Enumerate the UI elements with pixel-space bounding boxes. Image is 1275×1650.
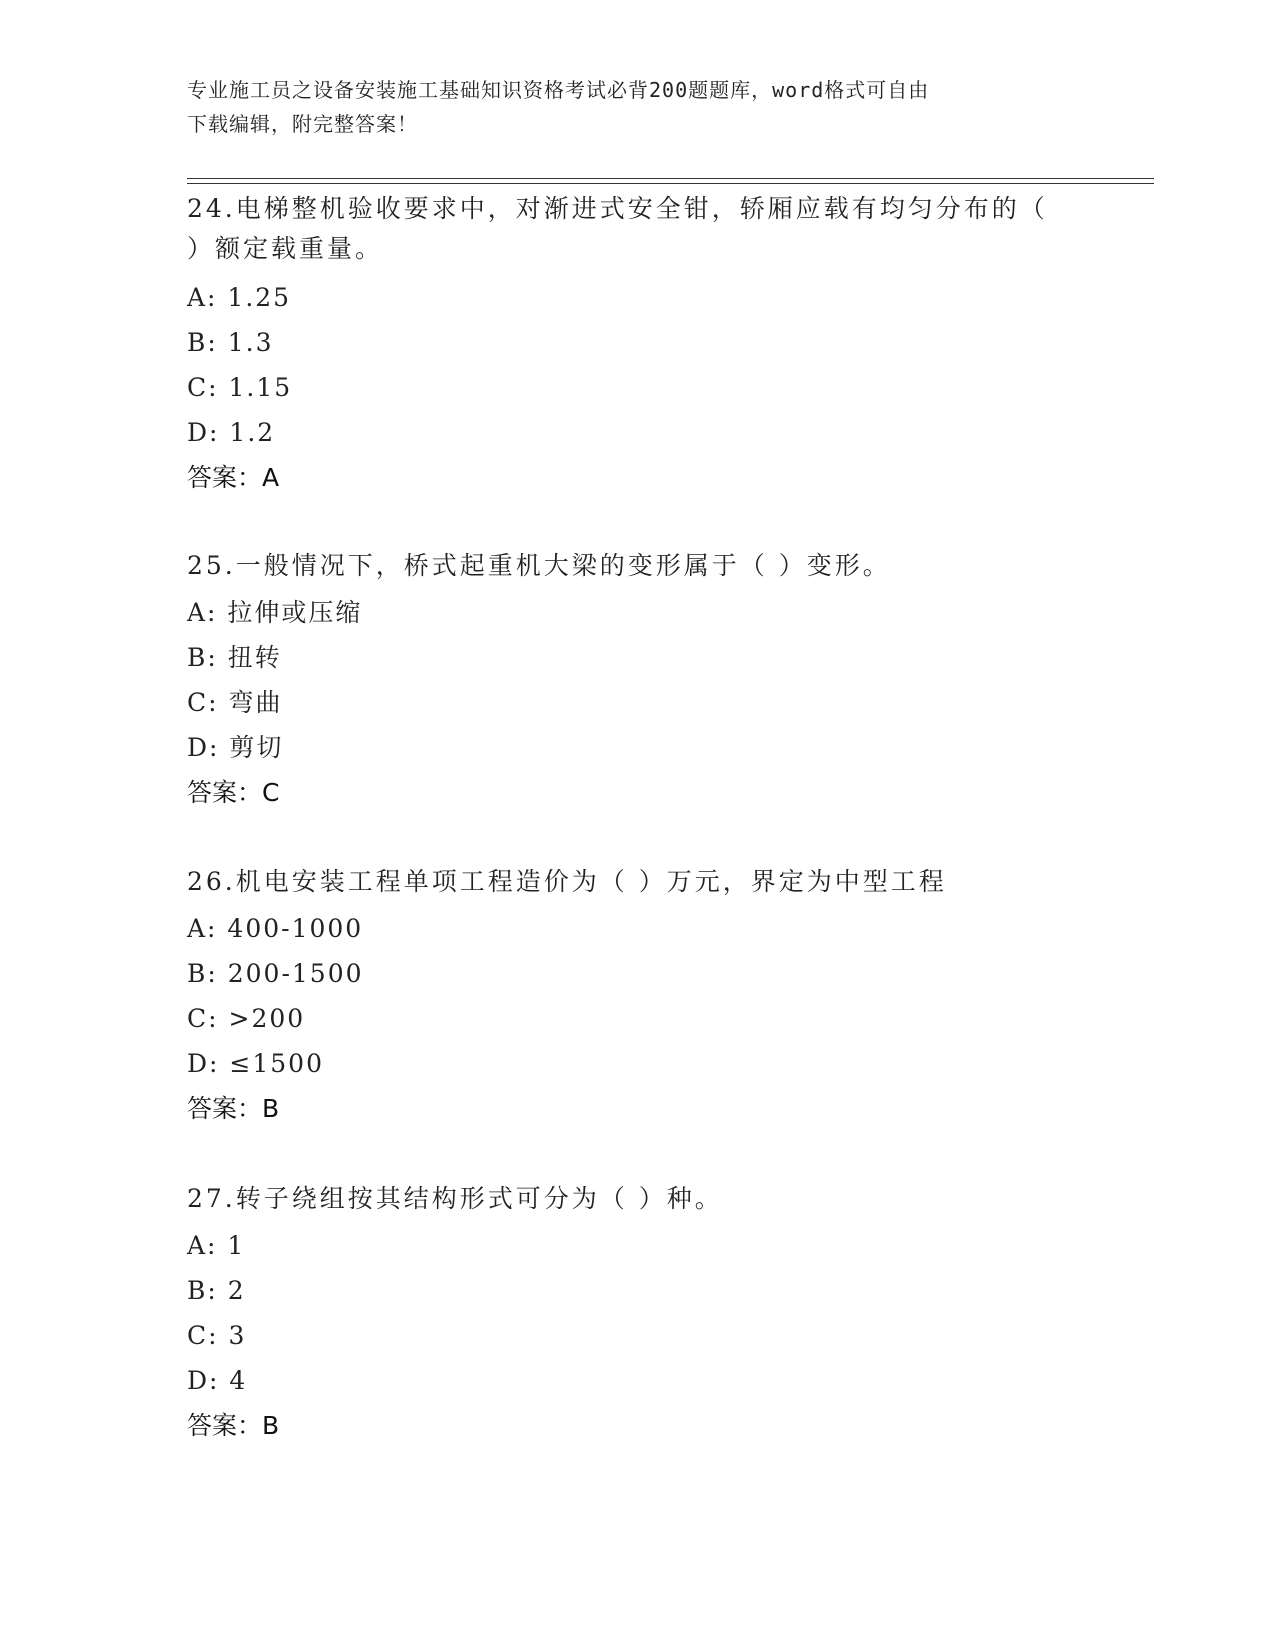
option-c: C: 1.15	[187, 373, 293, 402]
option-d: D: 4	[187, 1366, 248, 1395]
question-27	[187, 1179, 1107, 1448]
question-26	[187, 862, 1107, 1131]
option-a: A: 1	[187, 1231, 246, 1260]
option-c: C: 弯曲	[187, 688, 283, 717]
question-stem-line: ）额定载重量。	[187, 234, 384, 263]
option-b: B: 2	[187, 1276, 246, 1305]
question-24	[187, 189, 1107, 500]
option-c: C: >200	[187, 1004, 306, 1033]
option-c: C: 3	[187, 1321, 247, 1350]
answer-label: 答案：B	[187, 1411, 280, 1440]
option-a: A: 1.25	[187, 283, 292, 312]
header-line-2: 下载编辑，附完整答案！	[187, 112, 418, 136]
option-d: D: ≤1500	[187, 1049, 324, 1078]
question-stem-line: 26.机电安装工程单项工程造价为（ ）万元，界定为中型工程	[187, 867, 947, 896]
header-divider-top	[187, 178, 1154, 179]
answer-label: 答案：C	[187, 778, 280, 807]
option-a: A: 拉伸或压缩	[187, 598, 363, 627]
question-25	[187, 546, 1107, 815]
question-stem-line: 24.电梯整机验收要求中，对渐进式安全钳，轿厢应载有均匀分布的（	[187, 194, 1048, 223]
option-d: D: 剪切	[187, 733, 284, 762]
answer-label: 答案：B	[187, 1094, 280, 1123]
question-stem-line: 27.转子绕组按其结构形式可分为（ ）种。	[187, 1184, 723, 1213]
header-line-1: 专业施工员之设备安装施工基础知识资格考试必背200题题库，word格式可自由	[187, 78, 930, 102]
option-b: B: 扭转	[187, 643, 282, 672]
question-stem-line: 25.一般情况下，桥式起重机大梁的变形属于（ ）变形。	[187, 551, 891, 580]
option-a: A: 400-1000	[187, 914, 364, 943]
option-b: B: 1.3	[187, 328, 274, 357]
answer-label: 答案：A	[187, 463, 280, 492]
document-header	[187, 73, 1067, 141]
option-d: D: 1.2	[187, 418, 276, 447]
header-divider-bottom	[187, 183, 1154, 184]
option-b: B: 200-1500	[187, 959, 364, 988]
